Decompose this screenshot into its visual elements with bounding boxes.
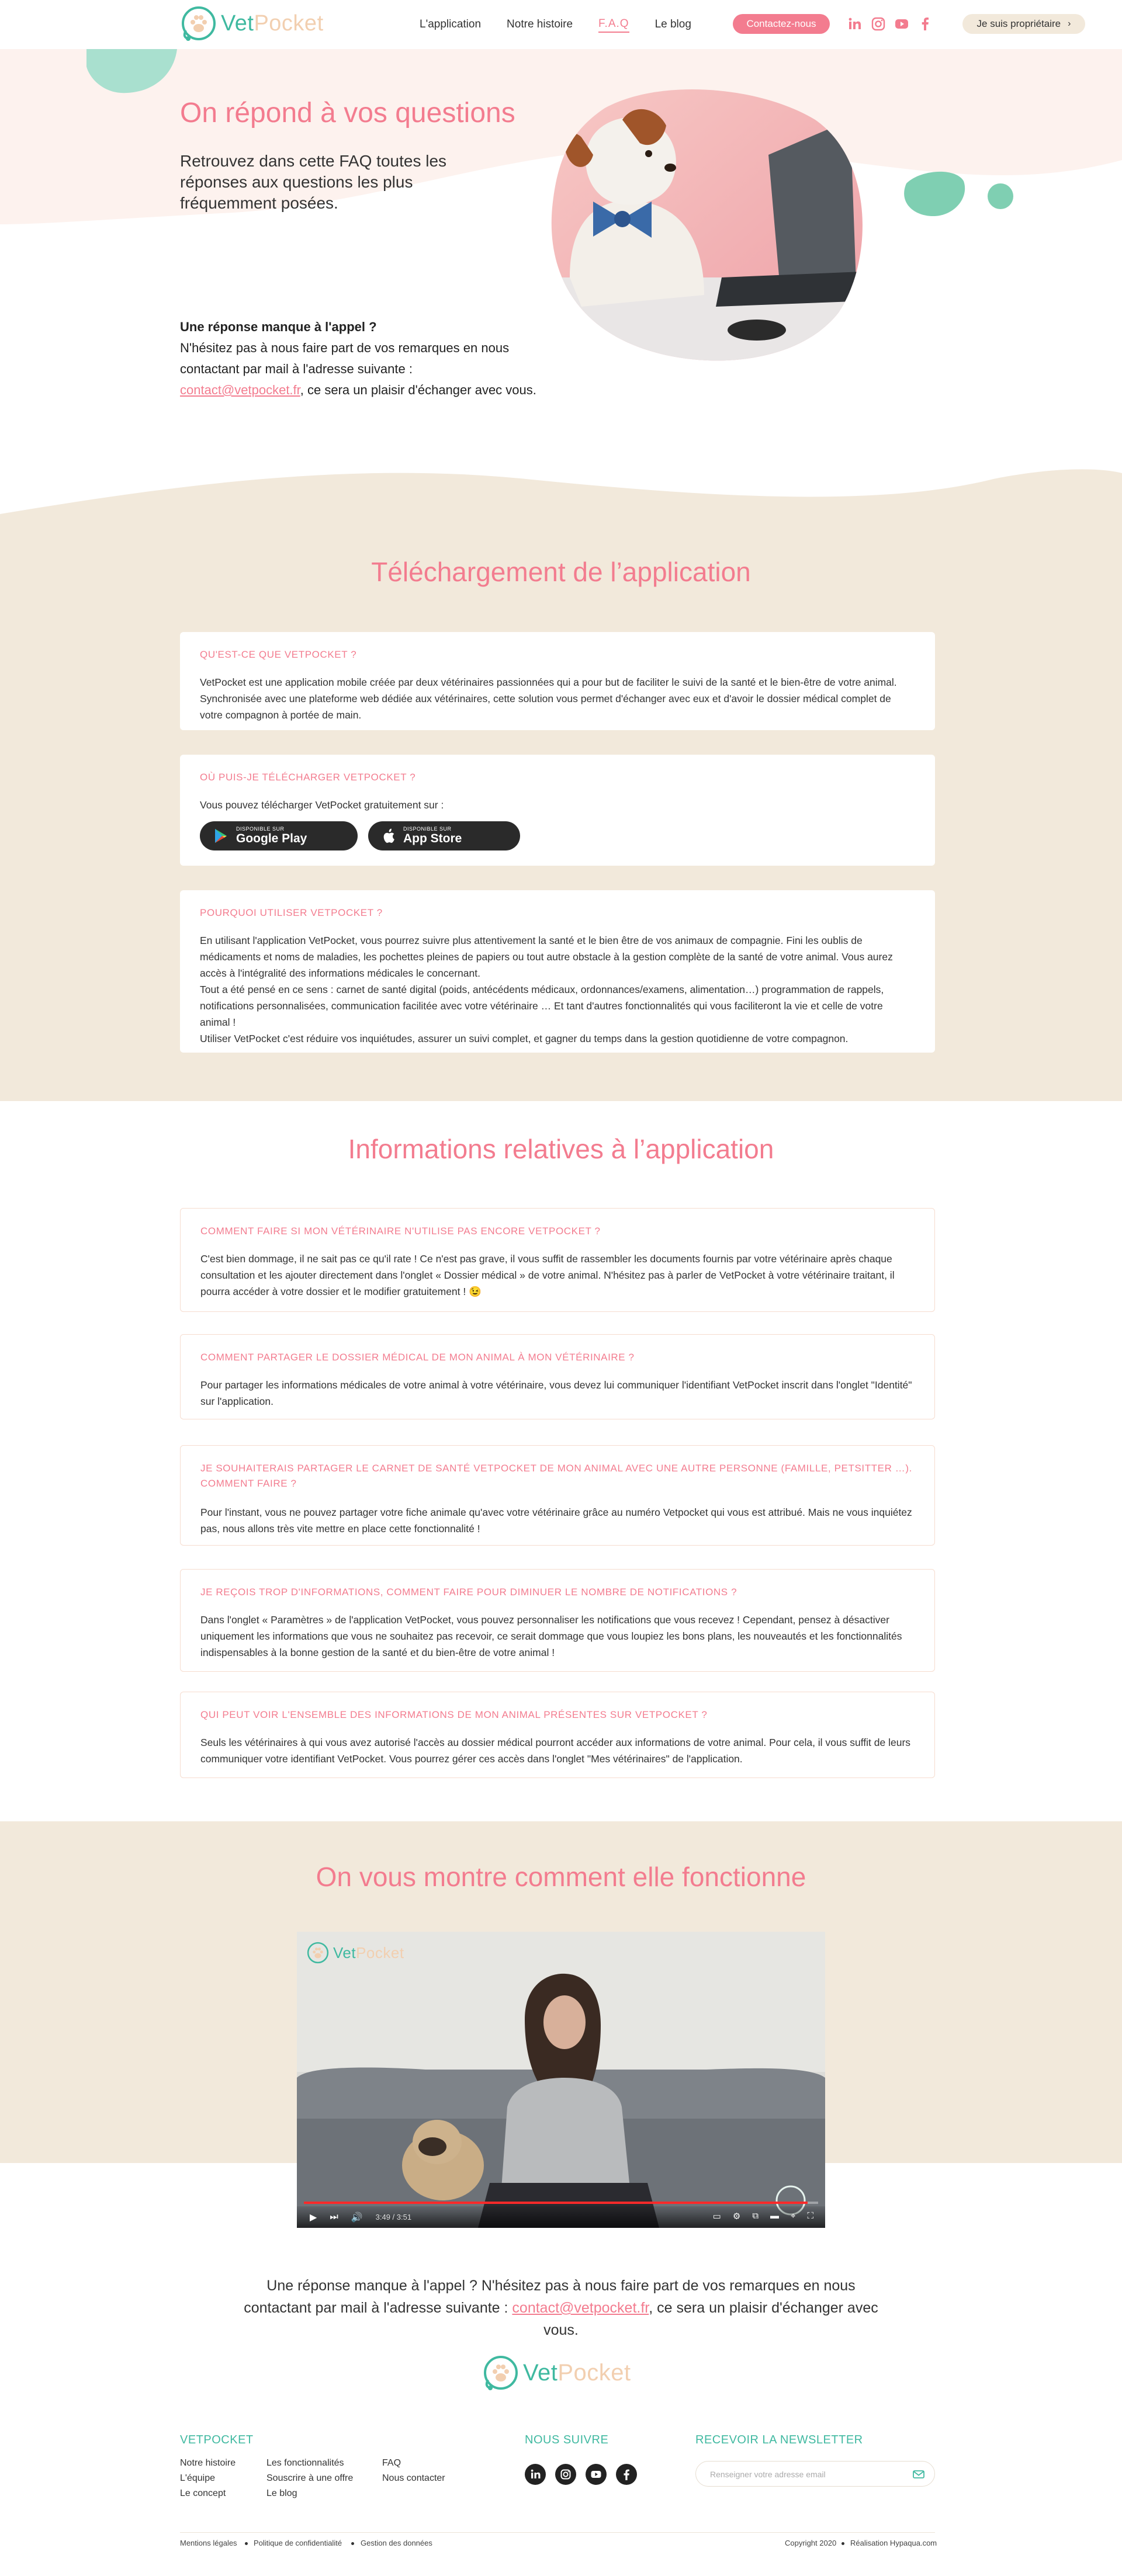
logo-wordmark: VetPocket <box>221 11 324 36</box>
faq-answer: Pour partager les informations médicales de votre animal à votre vétérinaire, vous devez lui communiquer l'identifiant VetPocket inscrit dans l'onglet "Identité" sur l'application. <box>200 1379 912 1407</box>
paw-logo-icon <box>180 5 217 42</box>
google-play-icon <box>214 828 228 843</box>
nav-notre-histoire[interactable]: Notre histoire <box>507 18 573 30</box>
faq-question: COMMENT PARTAGER LE DOSSIER MÉDICAL DE MON ANIMAL À MON VÉTÉRINAIRE ? <box>200 1352 635 1363</box>
faq-card-share-vet <box>180 1334 935 1419</box>
footer-politique-confidentialite[interactable]: Politique de confidentialité <box>254 2539 342 2547</box>
footer-link-contact[interactable]: Nous contacter <box>382 2473 445 2483</box>
app-store-small: DISPONIBLE SUR <box>403 826 452 832</box>
footer-gestion-donnees[interactable]: Gestion des données <box>361 2539 432 2547</box>
google-play-button[interactable] <box>200 821 358 850</box>
faq-question: POURQUOI UTILISER VETPOCKET ? <box>200 907 383 918</box>
faq-answer: C'est bien dommage, il ne sait pas ce qu'il rate ! Ce n'est pas grave, il vous suffit de rassembler les documents fournis par votre vétérinaire après chaque consultation et les ajouter directement dans l'onglet « Dossier médical » de votre animal. N'hésitez pas à parler de VetPocket à votre vétérinaire traitant, il pourra accéder à votre dossier et le modifier gratuitement ! 😉 <box>200 1253 895 1297</box>
footer-separator-dot <box>351 2542 354 2545</box>
hero-missing-end: , ce sera un plaisir d'échanger avec vous. <box>300 383 536 397</box>
main-nav <box>420 16 717 33</box>
fullscreen-icon[interactable]: ⛶ <box>807 2211 813 2221</box>
apple-icon <box>382 828 395 843</box>
video-section-title: On vous montre comment elle fonctionne <box>316 1862 806 1892</box>
footer-link-concept[interactable]: Le concept <box>180 2488 226 2498</box>
owner-button-label: Je suis propriétaire <box>976 18 1061 29</box>
chevron-right-icon: › <box>1068 19 1071 29</box>
miniplayer-icon[interactable]: ⧉ <box>752 2211 759 2221</box>
nav-faq[interactable]: F.A.Q <box>598 16 629 33</box>
video-time: 3:49 / 3:51 <box>375 2213 412 2221</box>
google-play-small: DISPONIBLE SUR <box>236 826 285 832</box>
video-controls-right <box>701 2211 813 2221</box>
teal-drop-decoration <box>903 169 967 217</box>
volume-icon[interactable]: 🔊 <box>351 2212 363 2223</box>
info-section-title: Informations relatives à l’application <box>348 1134 774 1164</box>
footer-mentions-legales[interactable]: Mentions légales <box>180 2539 237 2547</box>
subtitles-icon[interactable]: ▭ <box>712 2212 721 2221</box>
google-play-label: Google Play <box>236 832 307 845</box>
hero-missing-text: N'hésitez pas à nous faire part de vos remarques en nous contactant par mail à l'adresse suivante : <box>180 341 510 376</box>
footer-link-offre[interactable]: Souscrire à une offre <box>266 2473 354 2483</box>
site-header <box>0 0 1122 49</box>
settings-icon[interactable]: ⚙ <box>732 2212 741 2221</box>
facebook-icon[interactable] <box>917 16 933 32</box>
faq-question: JE REÇOIS TROP D'INFORMATIONS, COMMENT FAIRE POUR DIMINUER LE NOMBRE DE NOTIFICATIONS ? <box>200 1586 737 1598</box>
video-player[interactable] <box>297 1932 825 2228</box>
faq-answer-p3: Utiliser VetPocket c'est réduire vos inquiétudes, assurer un suivi complet, et gagner du temps dans la gestion quotidienne de votre compagnon. <box>200 1033 849 1044</box>
logo[interactable] <box>180 5 324 42</box>
faq-question: QUI PEUT VOIR L'ENSEMBLE DES INFORMATIONS DE MON ANIMAL PRÉSENTES SUR VETPOCKET ? <box>200 1709 708 1720</box>
footer-follow-title: NOUS SUIVRE <box>525 2433 609 2446</box>
faq-answer-p1: En utilisant l'application VetPocket, vous pourrez suivre plus attentivement la santé et le bien être de vos animaux de compagnie. Fini les oublis de médicaments et noms de maladies, les pochettes pleines de papiers ou tout autre obstacle à la gestion complète de la santé de votre animal. Vous aurez accès à l'intégralité des informations médicales le concernant. <box>200 935 893 979</box>
theater-icon[interactable]: ▬ <box>770 2211 780 2221</box>
footer-logo-wordmark: VetPocket <box>523 2359 631 2386</box>
store-buttons <box>200 821 915 850</box>
faq-question: QU'EST-CE QUE VETPOCKET ? <box>200 649 357 660</box>
video-frame <box>297 1932 825 2228</box>
video-controls <box>297 2206 825 2228</box>
faq-answer <box>200 932 915 1047</box>
footer-logo[interactable] <box>482 2354 631 2391</box>
app-store-button[interactable] <box>368 821 520 850</box>
linkedin-icon[interactable] <box>847 16 863 32</box>
footer-link-faq[interactable]: FAQ <box>382 2458 401 2468</box>
paw-logo-icon <box>306 1941 330 1964</box>
footer-link-blog[interactable]: Le blog <box>266 2488 297 2498</box>
contact-button[interactable]: Contactez-nous <box>733 14 830 34</box>
teal-circle-decoration <box>986 182 1014 210</box>
faq-answer-p2: Tout a été pensé en ce sens : carnet de santé digital (poids, antécédents médicaux, ordonnances/examens, alimentation…) programmation de rappels, notifications personnalisées, communication facilitée avec votre vétérinaire … Et tant d'autres fonctionnalités qui vous faciliteront la vie et celle de votre animal ! <box>200 984 884 1028</box>
faq-answer: Dans l'onglet « Paramètres » de l'application VetPocket, vous pouvez personnaliser les notifications que vous recevez ! Cependant, pensez à désactiver uniquement les informations que vous ne souhaitez pas recevoir, ce serait dommage que vous loupiez les bons plans, les nouveautés et les fonctionnalités indispensables à la bonne gestion de la santé et du bien-être de votre animal ! <box>200 1614 902 1658</box>
nav-application[interactable]: L'application <box>420 18 482 30</box>
footer-facebook-icon[interactable] <box>616 2464 637 2485</box>
newsletter-form <box>695 2461 935 2487</box>
nav-blog[interactable]: Le blog <box>654 18 691 30</box>
video-progress-bar[interactable] <box>304 2202 818 2204</box>
faq-card-what-is <box>180 632 935 730</box>
footer-separator-dot <box>842 2542 844 2545</box>
page-title: On répond à vos questions <box>180 98 515 129</box>
mail-send-icon[interactable] <box>912 2468 925 2481</box>
next-icon[interactable]: ⏭ <box>330 2212 338 2222</box>
footer-link-histoire[interactable]: Notre histoire <box>180 2458 236 2468</box>
faq-card-notifications <box>180 1569 935 1672</box>
dog-laptop-photo <box>546 85 868 365</box>
play-icon[interactable]: ▶ <box>310 2212 317 2223</box>
footer-youtube-icon[interactable] <box>586 2464 607 2485</box>
video-watermark-logo <box>306 1941 404 1964</box>
teal-blob-decoration <box>86 49 180 96</box>
bottom-email-link[interactable]: contact@vetpocket.fr <box>512 2300 649 2316</box>
faq-card-why-use <box>180 890 935 1053</box>
video-logo-wordmark: VetPocket <box>333 1943 404 1961</box>
hero-missing-answer <box>180 317 566 401</box>
faq-question: COMMENT FAIRE SI MON VÉTÉRINAIRE N'UTILISE PAS ENCORE VETPOCKET ? <box>200 1225 601 1237</box>
hero-missing-title: Une réponse manque à l'appel ? <box>180 320 377 334</box>
paw-logo-icon <box>482 2354 520 2391</box>
footer-linkedin-icon[interactable] <box>525 2464 546 2485</box>
download-section-title: Téléchargement de l’application <box>371 557 751 587</box>
owner-button[interactable] <box>962 14 1085 34</box>
faq-question: JE SOUHAITERAIS PARTAGER LE CARNET DE SANTÉ VETPOCKET DE MON ANIMAL AVEC UNE AUTRE PERSONNE (FAMILLE, PETSITTER …). COMMENT FAIRE ? <box>200 1463 912 1489</box>
faq-answer: Seuls les vétérinaires à qui vous avez autorisé l'accès au dossier médical pourront accéder aux informations de votre animal. Pour cela, il vous suffit de leurs communiquer votre identifiant VetPocket. Vous pourrez gérer ces accès dans l'onglet "Mes vétérinaires" de l'application. <box>200 1737 911 1765</box>
footer-newsletter-title: RECEVOIR LA NEWSLETTER <box>695 2433 863 2446</box>
bottom-text: Une réponse manque à l'appel ? N'hésitez pas à nous faire part de vos remarques en nous contactant par mail à l'adresse suivante : <box>244 2278 856 2316</box>
footer-realisation[interactable]: Réalisation Hypaqua.com <box>850 2539 937 2547</box>
faq-card-where-download <box>180 755 935 866</box>
faq-question: OÙ PUIS-JE TÉLÉCHARGER VETPOCKET ? <box>200 772 416 783</box>
youtube-icon[interactable] <box>894 16 909 32</box>
footer-separator-dot <box>245 2542 248 2545</box>
footer-instagram-icon[interactable] <box>555 2464 576 2485</box>
newsletter-email-input[interactable] <box>710 2467 897 2481</box>
hero-email-link[interactable]: contact@vetpocket.fr <box>180 383 300 397</box>
faq-card-share-other <box>180 1445 935 1546</box>
footer-link-fonctionnalites[interactable]: Les fonctionnalités <box>266 2458 344 2468</box>
faq-card-who-can-see <box>180 1692 935 1778</box>
footer-divider <box>180 2532 935 2533</box>
header-socials <box>847 16 941 32</box>
faq-answer: Pour l'instant, vous ne pouvez partager votre fiche animale qu'avec votre vétérinaire grâce au numéro Vetpocket qui vous est attribué. Mais ne vous inquiétez pas, nous allons très vite mettre en place cette fonctionnalité ! <box>200 1506 912 1535</box>
video-progress-fill <box>304 2202 808 2204</box>
faq-answer: Vous pouvez télécharger VetPocket gratuitement sur : <box>200 799 444 811</box>
footer-link-equipe[interactable]: L'équipe <box>180 2473 215 2483</box>
bottom-end: , ce sera un plaisir d'échanger avec vous. <box>543 2300 878 2338</box>
bottom-missing-answer <box>234 2275 888 2341</box>
faq-answer: VetPocket est une application mobile créée par deux vétérinaires passionnées qui a pour but de faciliter le suivi de la santé et le bien-être de votre animal. Synchronisée avec une plateforme web dédiée aux vétérinaires, cette solution vous permet d'échanger avec eux et d'avoir le dossier médical complet de votre compagnon à portée de main. <box>200 676 897 721</box>
footer-copyright: Copyright 2020 <box>785 2539 837 2547</box>
instagram-icon[interactable] <box>871 16 886 32</box>
cast-icon[interactable]: ⌖ <box>791 2211 796 2221</box>
hero-subtitle: Retrouvez dans cette FAQ toutes les réponses aux questions les plus fréquemment posées. <box>180 152 447 212</box>
footer-vetpocket-title: VETPOCKET <box>180 2433 254 2446</box>
faq-card-vet-not-using <box>180 1208 935 1312</box>
app-store-label: App Store <box>403 832 462 845</box>
